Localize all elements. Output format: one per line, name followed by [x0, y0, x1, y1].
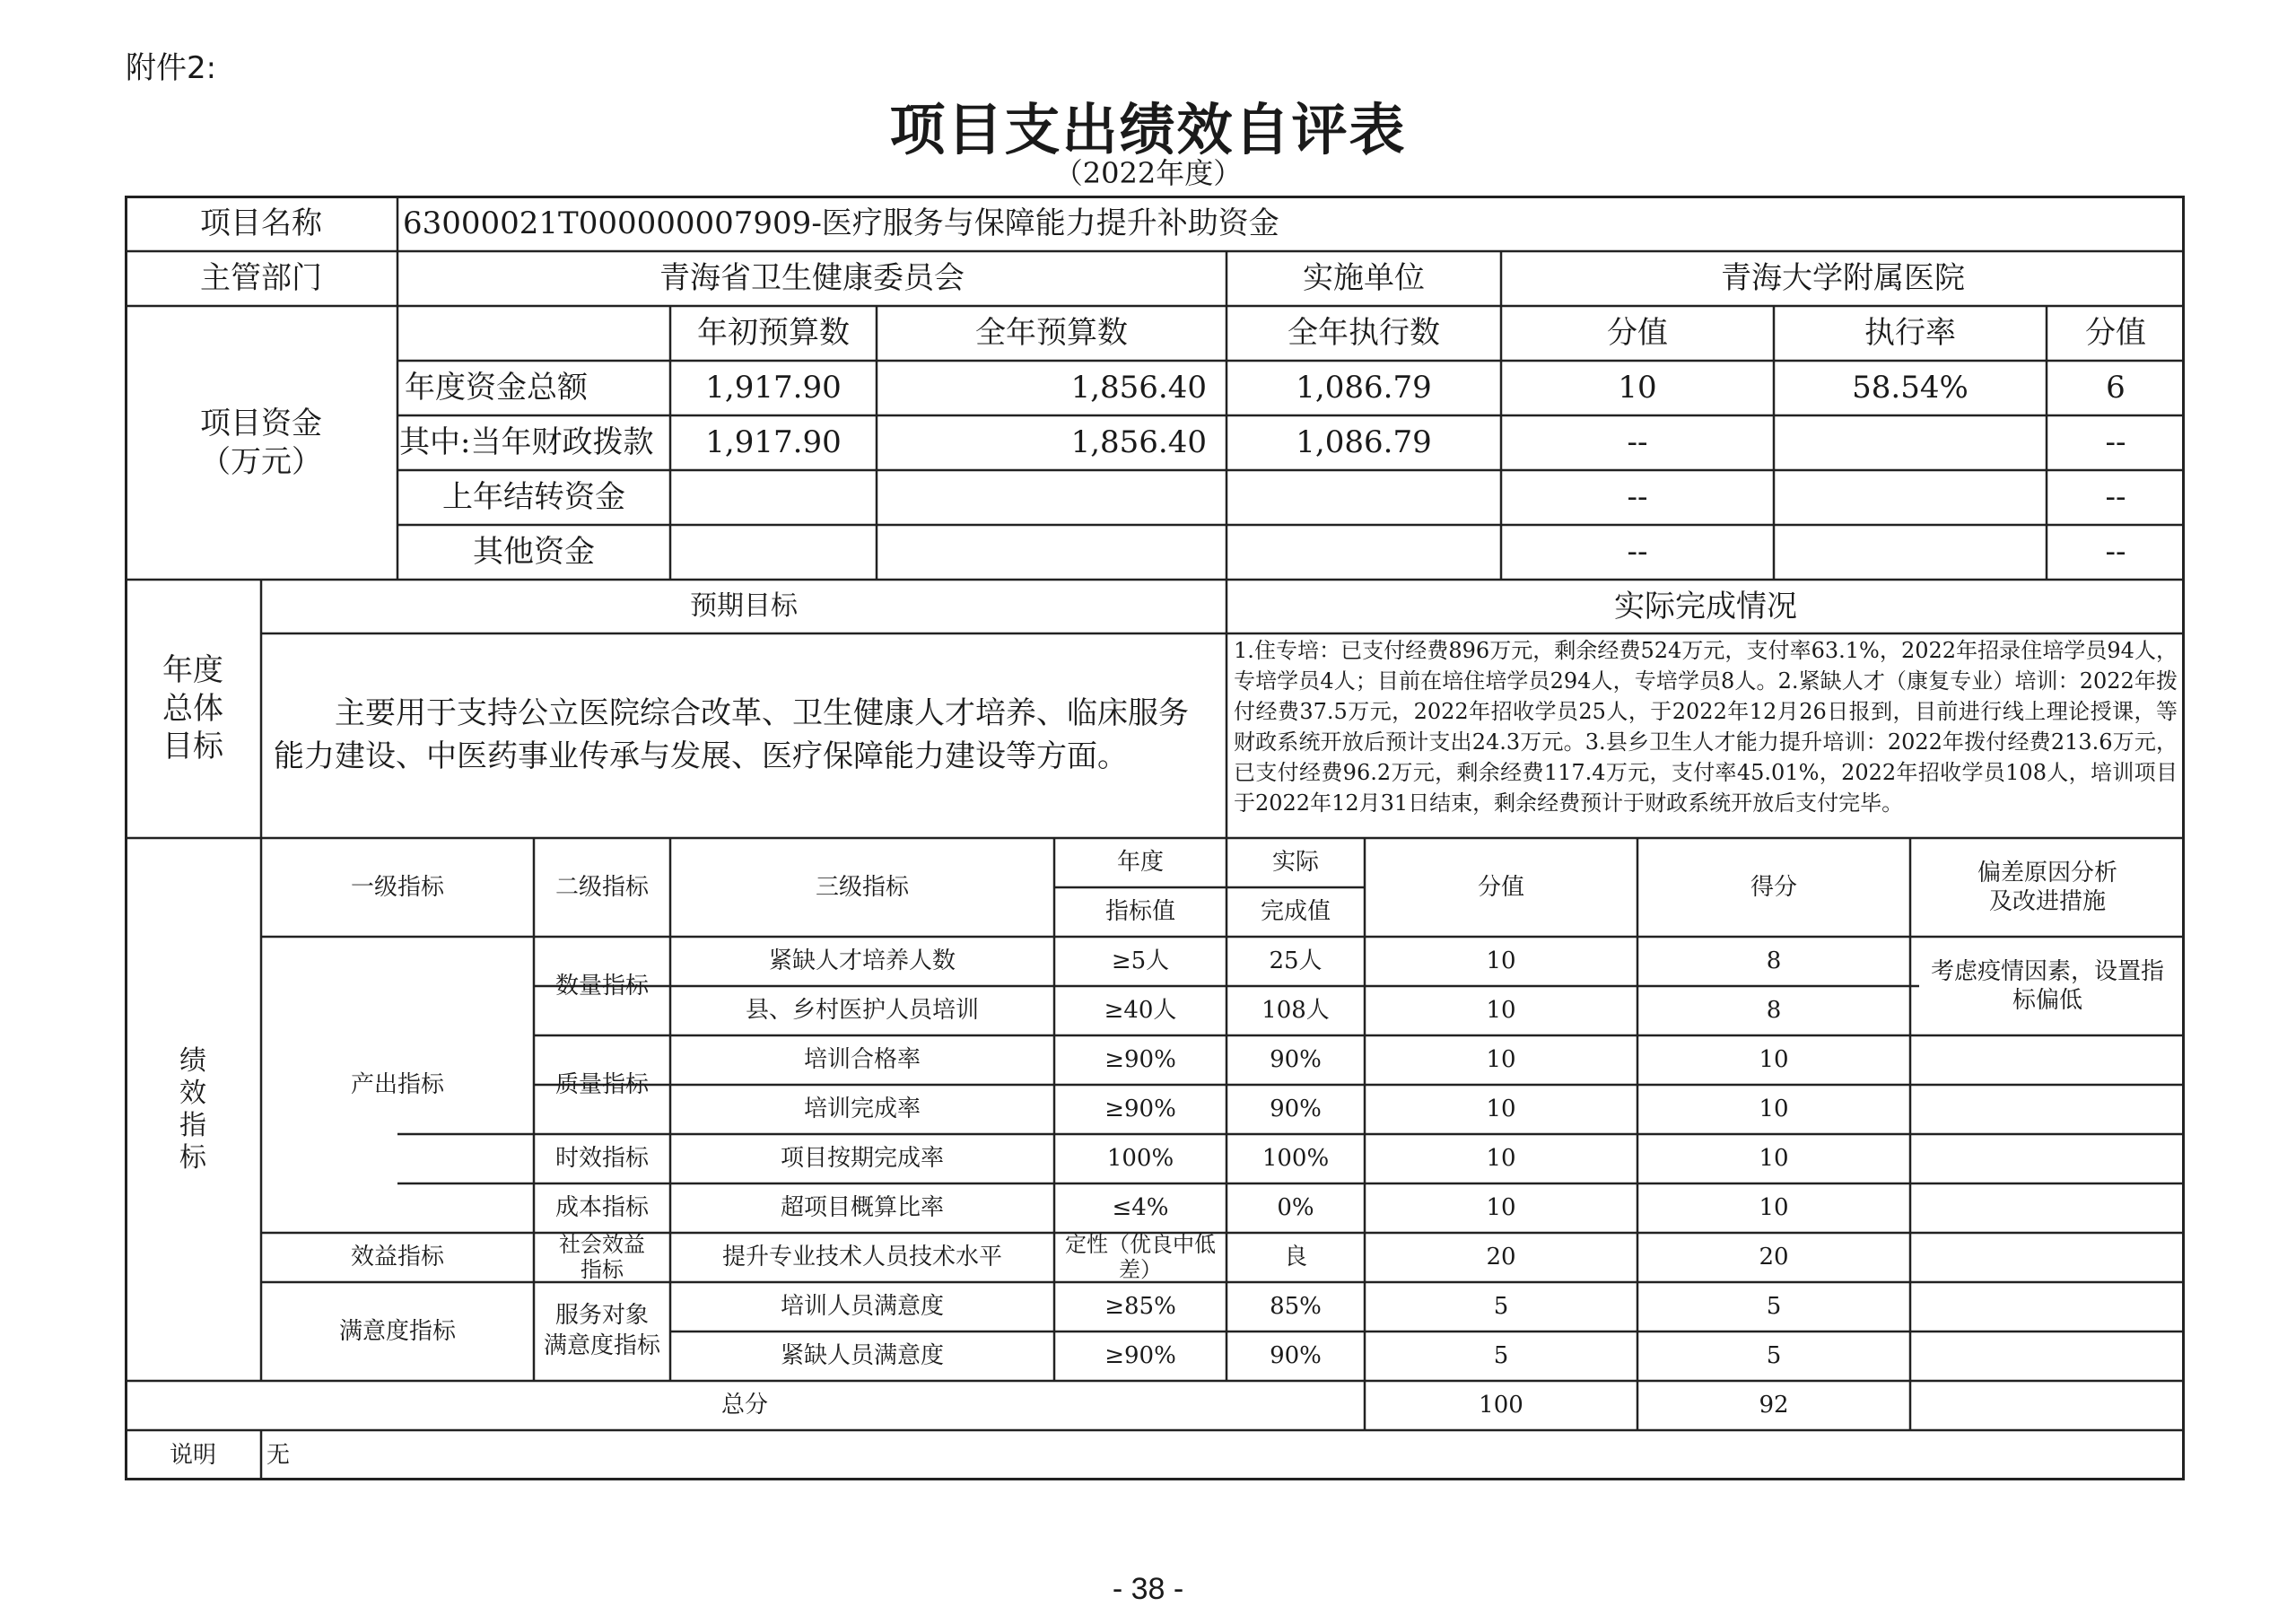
level2-header: 二级指标 — [554, 873, 649, 901]
funds-row-annual — [877, 470, 1227, 525]
indicator-target: ≤4% — [1112, 1194, 1169, 1222]
indicator-score: 5 — [1766, 1293, 1782, 1321]
deviation-header: 偏差原因分析 及改进措施 — [1977, 859, 2117, 915]
dept-value: 青海省卫生健康委员会 — [659, 260, 965, 297]
funds-label-cell — [125, 306, 397, 580]
subgroup-quality: 质量指标 — [554, 1070, 649, 1098]
funds-row-score: -- — [2105, 424, 2126, 461]
subgroup-service: 服务对象 满意度指标 — [543, 1302, 660, 1359]
group-benefit: 效益指标 — [350, 1244, 444, 1271]
indicator-weight: 10 — [1486, 1046, 1516, 1074]
notes-label: 说明 — [169, 1441, 216, 1469]
funds-row-annual — [877, 525, 1227, 580]
indicator-target: ≥90% — [1104, 1046, 1176, 1074]
indicator-actual: 108人 — [1261, 997, 1330, 1025]
weight-header: 分值 — [1477, 873, 1524, 901]
funds-row-initial — [670, 525, 877, 580]
actual-result-text: 1.住专培：已支付经费896万元，剩余经费524万元，支付率63.1%，2022年招录住培学员94人，专培学员4人；目前在培住培学员294人，专培学员8人。2.紧缺人才（康复专业）培训：2022年拨付经费37.5万元，2022年招收学员25人，于2022年12月26日报到，目前进行线上理论授课，等财政系统开放后预计支出24.3万元。3.县乡卫生人才能力提升培训：2022年拨付经费213.6万元，已支付经费96.2万元，剩余经费117.4万元，支付率45.01%，2022年招收学员108人，培训项目于2022年12月31日结束，剩余经费预计于财政系统开放后支付完毕。 — [1234, 638, 2178, 816]
expected-goal-content: 主要用于支持公立医院综合改革、卫生健康人才培养、临床服务能力建设、中医药事业传承与发展、医疗保障能力建设等方面。 — [274, 695, 1189, 774]
indicator-actual: 90% — [1270, 1096, 1322, 1123]
funds-row-score: -- — [2105, 479, 2126, 516]
indicator-name: 提升专业技术人员技术水平 — [721, 1244, 1002, 1271]
score-header: 得分 — [1750, 873, 1797, 901]
indicator-score: 10 — [1759, 1096, 1789, 1123]
indicator-name: 紧缺人员满意度 — [780, 1342, 944, 1370]
funds-header-annual: 全年预算数 — [975, 315, 1128, 352]
actual-value-header-top: 实际 — [1271, 849, 1319, 877]
indicator-weight: 5 — [1493, 1293, 1509, 1321]
indicator-weight: 10 — [1486, 1096, 1516, 1123]
funds-row-weight: -- — [1627, 534, 1648, 571]
indicator-target: ≥90% — [1104, 1096, 1176, 1123]
total-label: 总分 — [720, 1392, 768, 1419]
dept-label: 主管部门 — [200, 260, 322, 297]
funds-row-rate: 58.54% — [1852, 370, 1969, 406]
indicator-name: 项目按期完成率 — [780, 1145, 944, 1173]
indicator-weight: 5 — [1493, 1342, 1509, 1370]
annual-target-header-top: 年度 — [1116, 849, 1164, 877]
indicator-actual: 良 — [1283, 1244, 1307, 1271]
indicator-actual: 90% — [1270, 1046, 1322, 1074]
indicator-target: ≥90% — [1104, 1342, 1176, 1370]
page-title: 项目支出绩效自评表 — [889, 97, 1407, 162]
page-subtitle: （2022年度） — [1053, 156, 1243, 190]
project-name-value: 63000021T000000007909-医疗服务与保障能力提升补助资金 — [403, 205, 1279, 241]
funds-row-rate — [1774, 470, 2047, 525]
unit-value: 青海大学附属医院 — [1721, 260, 1965, 297]
funds-row-label: 其他资金 — [473, 534, 595, 571]
subgroup-cost: 成本指标 — [554, 1194, 649, 1222]
funds-row-executed — [1227, 470, 1501, 525]
unit-label: 实施单位 — [1303, 260, 1425, 297]
funds-row-score: -- — [2105, 534, 2126, 571]
notes-value: 无 — [266, 1441, 291, 1469]
actual-value-header-bottom: 完成值 — [1260, 898, 1331, 926]
level3-header: 三级指标 — [815, 873, 909, 901]
funds-row-executed: 1,086.79 — [1296, 424, 1432, 461]
expected-goal-header: 预期目标 — [690, 590, 798, 623]
funds-header-executed: 全年执行数 — [1288, 315, 1440, 352]
indicator-score: 8 — [1766, 947, 1782, 975]
deviation-note: 考虑疫情因素，设置指标偏低 — [1930, 957, 2164, 1014]
indicator-score: 10 — [1759, 1194, 1789, 1222]
expected-goal-text — [261, 633, 1227, 838]
group-satisfaction: 满意度指标 — [338, 1317, 456, 1345]
funds-row-rate — [1774, 415, 2047, 470]
funds-row-weight: -- — [1627, 479, 1648, 516]
indicator-score: 5 — [1766, 1342, 1782, 1370]
funds-row-label: 上年结转资金 — [442, 479, 625, 516]
indicator-actual: 90% — [1270, 1342, 1322, 1370]
funds-row-executed — [1227, 525, 1501, 580]
indicator-score: 10 — [1759, 1046, 1789, 1074]
indicator-target: ≥40人 — [1104, 997, 1177, 1025]
indicator-actual: 25人 — [1269, 947, 1323, 975]
funds-row-annual: 1,856.40 — [1070, 370, 1207, 406]
funds-row-initial: 1,917.90 — [705, 370, 842, 406]
level1-header: 一级指标 — [350, 873, 444, 901]
indicator-score: 8 — [1766, 997, 1782, 1025]
funds-row-score: 6 — [2106, 370, 2126, 406]
indicator-weight: 10 — [1486, 1194, 1516, 1222]
funds-header-initial: 年初预算数 — [697, 315, 850, 352]
funds-row-executed: 1,086.79 — [1296, 370, 1432, 406]
funds-row-weight: -- — [1627, 424, 1648, 461]
funds-header-score: 分值 — [2085, 315, 2146, 352]
subgroup-quantity: 数量指标 — [554, 972, 649, 1000]
indicator-name: 培训人员满意度 — [780, 1293, 944, 1321]
funds-header-weight: 分值 — [1607, 315, 1668, 352]
annual-target-header-bottom: 指标值 — [1104, 898, 1175, 926]
indicator-name: 培训合格率 — [803, 1046, 921, 1074]
indicator-name: 县、乡村医护人员培训 — [745, 997, 979, 1025]
goals-label: 年度 总体 目标 — [162, 652, 223, 765]
evaluation-table — [125, 196, 2185, 1480]
indicator-name: 超项目概算比率 — [780, 1194, 944, 1222]
subgroup-timeliness: 时效指标 — [554, 1145, 649, 1173]
funds-row-label: 年度资金总额 — [405, 370, 588, 406]
indicator-target: 定性（优良中低差） — [1065, 1233, 1216, 1282]
funds-unit: （万元） — [200, 443, 322, 480]
actual-result-header: 实际完成情况 — [1614, 588, 1797, 624]
funds-label: 项目资金 — [200, 406, 322, 441]
funds-row-weight: 10 — [1618, 370, 1657, 406]
indicator-weight: 20 — [1486, 1244, 1516, 1271]
indicator-score: 20 — [1759, 1244, 1789, 1271]
indicator-target: ≥85% — [1104, 1293, 1176, 1321]
subgroup-social: 社会效益 指标 — [559, 1233, 645, 1282]
indicator-actual: 0% — [1277, 1194, 1314, 1222]
indicator-name: 紧缺人才培养人数 — [768, 947, 956, 975]
funds-row-rate — [1774, 525, 2047, 580]
indicator-weight: 10 — [1486, 947, 1516, 975]
indicator-score: 10 — [1759, 1145, 1789, 1173]
total-weight: 100 — [1479, 1392, 1523, 1419]
indicator-actual: 85% — [1270, 1293, 1322, 1321]
indicators-label: 绩 效 指 标 — [179, 1044, 206, 1174]
funds-row-initial: 1,917.90 — [705, 424, 842, 461]
funds-row-label: 其中:当年财政拨款 — [399, 424, 654, 461]
attachment-label: 附件2: — [126, 50, 217, 86]
indicator-name: 培训完成率 — [803, 1096, 921, 1123]
total-score: 92 — [1759, 1392, 1789, 1419]
project-name-label: 项目名称 — [200, 205, 322, 241]
funds-row-initial — [670, 470, 877, 525]
indicator-target: 100% — [1106, 1145, 1174, 1173]
indicator-actual: 100% — [1261, 1145, 1330, 1173]
group-output: 产出指标 — [350, 1070, 444, 1098]
page-number: - 38 - — [1112, 1572, 1184, 1606]
indicator-weight: 10 — [1486, 1145, 1516, 1173]
indicator-weight: 10 — [1486, 997, 1516, 1025]
funds-row-annual: 1,856.40 — [1070, 424, 1207, 461]
funds-header-rate: 执行率 — [1864, 315, 1956, 352]
indicator-target: ≥5人 — [1111, 947, 1170, 975]
